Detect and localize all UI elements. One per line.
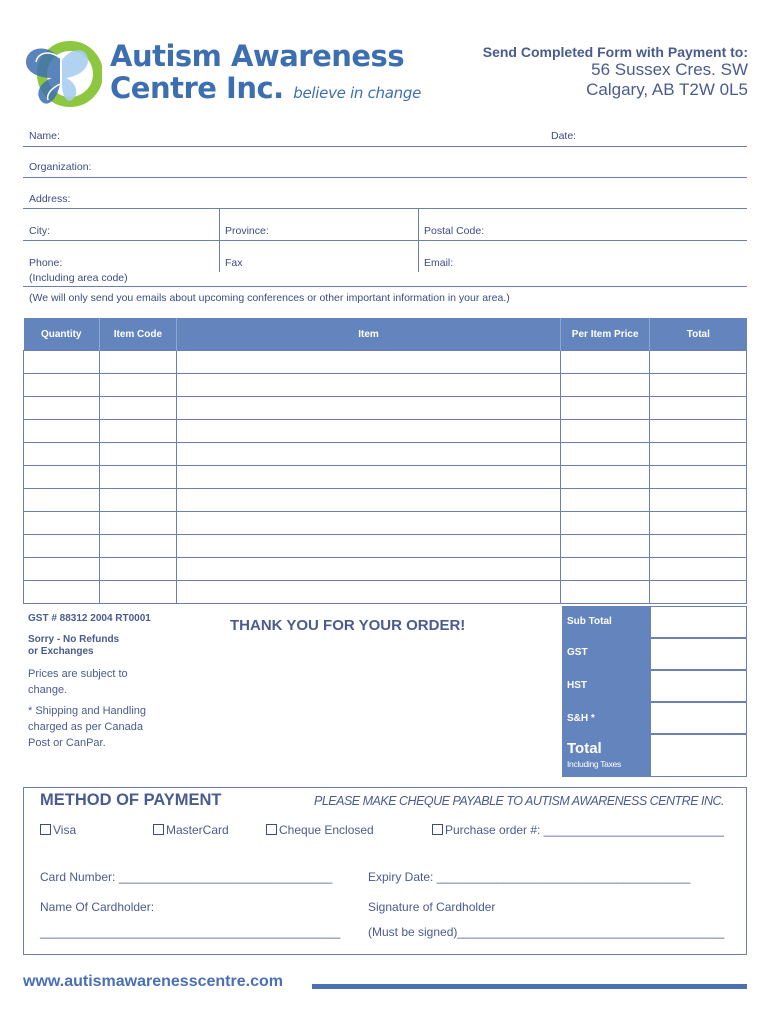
col-per-item-price: Per Item Price <box>561 318 650 351</box>
payment-heading: METHOD OF PAYMENT <box>40 791 222 809</box>
order-items-table <box>23 318 747 604</box>
refund-line1: Sorry - No Refunds <box>28 634 120 645</box>
cell-item-code[interactable] <box>99 374 176 397</box>
cheque-checkbox[interactable] <box>266 824 277 835</box>
cell-quantity[interactable] <box>24 558 100 581</box>
mastercard-checkbox[interactable] <box>153 824 164 835</box>
cell-total[interactable] <box>650 397 747 420</box>
cell-total[interactable] <box>650 512 747 535</box>
cell-item[interactable] <box>176 558 560 581</box>
cell-item-code[interactable] <box>99 489 176 512</box>
col-total: Total <box>650 318 747 351</box>
address-line2: Calgary, AB T2W 0L5 <box>586 80 748 99</box>
card-number-field[interactable]: Card Number: ________________________________ <box>40 870 333 884</box>
city-label: City: <box>29 225 50 237</box>
organization-field[interactable] <box>100 160 747 176</box>
org-name-line2: Centre Inc. <box>110 71 284 105</box>
cell-total[interactable] <box>650 489 747 512</box>
purchase-order-option[interactable] <box>432 823 724 837</box>
cell-item-code[interactable] <box>99 443 176 466</box>
prices-note <box>28 666 128 698</box>
table-row <box>24 466 747 489</box>
cell-price[interactable] <box>561 374 650 397</box>
hst-label: HST <box>567 680 587 691</box>
cell-total[interactable] <box>650 420 747 443</box>
cell-price[interactable] <box>561 535 650 558</box>
cell-quantity[interactable] <box>24 397 100 420</box>
send-heading: Send Completed Form with Payment to: <box>482 44 748 60</box>
signature-field[interactable]: (Must be signed)________________________________________ <box>368 925 725 939</box>
cell-price[interactable] <box>561 397 650 420</box>
table-row <box>24 581 747 604</box>
hst-field[interactable] <box>650 669 747 703</box>
table-row <box>24 489 747 512</box>
cell-total[interactable] <box>650 581 747 604</box>
cell-item[interactable] <box>176 466 560 489</box>
cell-item-code[interactable] <box>99 512 176 535</box>
visa-checkbox[interactable] <box>40 824 51 835</box>
cell-item-code[interactable] <box>99 581 176 604</box>
cell-price[interactable] <box>561 443 650 466</box>
cardholder-label: Name Of Cardholder: <box>40 900 155 914</box>
address-label: Address: <box>29 193 71 205</box>
table-row <box>24 420 747 443</box>
org-name-line1: Autism Awareness <box>110 39 405 73</box>
gst-number: GST # 88312 2004 RT0001 <box>28 613 151 624</box>
gst-label: GST <box>567 647 588 658</box>
refund-line2: or Exchanges <box>28 646 94 657</box>
total-field[interactable] <box>650 733 747 777</box>
cell-item-code[interactable] <box>99 466 176 489</box>
cell-item[interactable] <box>176 374 560 397</box>
cell-price[interactable] <box>561 512 650 535</box>
purchase-order-label: Purchase order #: ___________________________ <box>445 823 724 837</box>
logo-butterfly-icon <box>22 38 102 110</box>
cell-total[interactable] <box>650 443 747 466</box>
cell-item-code[interactable] <box>99 420 176 443</box>
cell-quantity[interactable] <box>24 351 100 374</box>
cell-price[interactable] <box>561 489 650 512</box>
cell-item[interactable] <box>176 489 560 512</box>
cell-item[interactable] <box>176 351 560 374</box>
cell-item[interactable] <box>176 581 560 604</box>
organization-label: Organization: <box>29 161 92 173</box>
shipping-line3: Post or CanPar. <box>28 737 106 749</box>
cell-total[interactable] <box>650 351 747 374</box>
signature-label: Signature of Cardholder <box>368 900 496 914</box>
sh-label: S&H * <box>567 713 595 724</box>
subtotal-field[interactable] <box>650 606 747 639</box>
refund-policy <box>28 634 119 658</box>
total-note: Including Taxes <box>567 759 621 769</box>
cell-item-code[interactable] <box>99 397 176 420</box>
email-label: Email: <box>424 257 454 269</box>
cell-price[interactable] <box>561 420 650 443</box>
cell-item-code[interactable] <box>99 351 176 374</box>
name-field[interactable] <box>23 138 747 146</box>
phone-note: (Including area code) <box>29 272 128 284</box>
website-link[interactable]: www.autismawarenesscentre.com <box>23 973 283 990</box>
sh-field[interactable] <box>650 701 747 735</box>
cheque-label: Cheque Enclosed <box>279 823 374 837</box>
cell-item[interactable] <box>176 512 560 535</box>
mastercard-option[interactable] <box>153 823 229 837</box>
footer-rule <box>312 984 747 989</box>
subtotal-label: Sub Total <box>567 616 612 627</box>
cell-item[interactable] <box>176 535 560 558</box>
cell-price[interactable] <box>561 466 650 489</box>
date-label: Date: <box>551 130 577 142</box>
cell-total[interactable] <box>650 558 747 581</box>
cell-quantity[interactable] <box>24 420 100 443</box>
col-item-code: Item Code <box>99 318 176 351</box>
cell-quantity[interactable] <box>24 489 100 512</box>
expiry-date-field[interactable]: Expiry Date: ______________________________________ <box>368 870 691 884</box>
prices-line2: change. <box>28 684 68 696</box>
cell-item[interactable] <box>176 420 560 443</box>
cell-quantity[interactable] <box>24 581 100 604</box>
table-row <box>24 397 747 420</box>
thank-you-message: THANK YOU FOR YOUR ORDER! <box>230 617 466 634</box>
cell-quantity[interactable] <box>24 535 100 558</box>
table-row <box>24 443 747 466</box>
cell-price[interactable] <box>561 581 650 604</box>
province-label: Province: <box>225 225 269 237</box>
mailing-address-block <box>483 44 748 100</box>
table-row <box>24 512 747 535</box>
col-quantity: Quantity <box>24 318 100 351</box>
cell-quantity[interactable] <box>24 443 100 466</box>
gst-field[interactable] <box>650 637 747 671</box>
org-tagline: believe in change <box>293 84 422 102</box>
organization-logo-text <box>110 40 421 109</box>
cell-item[interactable] <box>176 397 560 420</box>
cell-quantity[interactable] <box>24 374 100 397</box>
cell-quantity[interactable] <box>24 512 100 535</box>
cell-total[interactable] <box>650 374 747 397</box>
email-privacy-note: (We will only send you emails about upcoming conferences or other important information in your area.) <box>29 292 510 304</box>
cardholder-name-field[interactable]: _____________________________________________ <box>40 925 341 939</box>
mastercard-label: MasterCard <box>166 823 229 837</box>
visa-option[interactable] <box>40 823 76 837</box>
cell-item-code[interactable] <box>99 558 176 581</box>
address-field[interactable] <box>80 192 747 208</box>
cell-price[interactable] <box>561 351 650 374</box>
shipping-line2: charged as per Canada <box>28 721 143 733</box>
col-item: Item <box>176 318 560 351</box>
table-row <box>24 374 747 397</box>
shipping-note <box>28 703 146 751</box>
table-header-row <box>24 318 747 351</box>
cell-item-code[interactable] <box>99 535 176 558</box>
visa-label: Visa <box>53 823 77 837</box>
address-line1: 56 Sussex Cres. SW <box>591 60 748 79</box>
fax-label: Fax <box>225 257 243 269</box>
postal-code-label: Postal Code: <box>424 225 485 237</box>
cheque-option[interactable] <box>266 823 374 837</box>
phone-label: Phone: <box>29 257 63 269</box>
table-row <box>24 558 747 581</box>
total-label: Total <box>567 740 602 757</box>
purchase-order-checkbox[interactable] <box>432 824 443 835</box>
cell-total[interactable] <box>650 466 747 489</box>
cheque-payable-note: PLEASE MAKE CHEQUE PAYABLE TO AUTISM AWARENESS CENTRE INC. <box>314 794 725 808</box>
cell-item[interactable] <box>176 443 560 466</box>
cell-total[interactable] <box>650 535 747 558</box>
name-label: Name: <box>29 130 60 142</box>
cell-quantity[interactable] <box>24 466 100 489</box>
cell-price[interactable] <box>561 558 650 581</box>
table-row <box>24 351 747 374</box>
shipping-line1: * Shipping and Handling <box>28 705 147 717</box>
table-row <box>24 535 747 558</box>
prices-line1: Prices are subject to <box>28 668 128 680</box>
